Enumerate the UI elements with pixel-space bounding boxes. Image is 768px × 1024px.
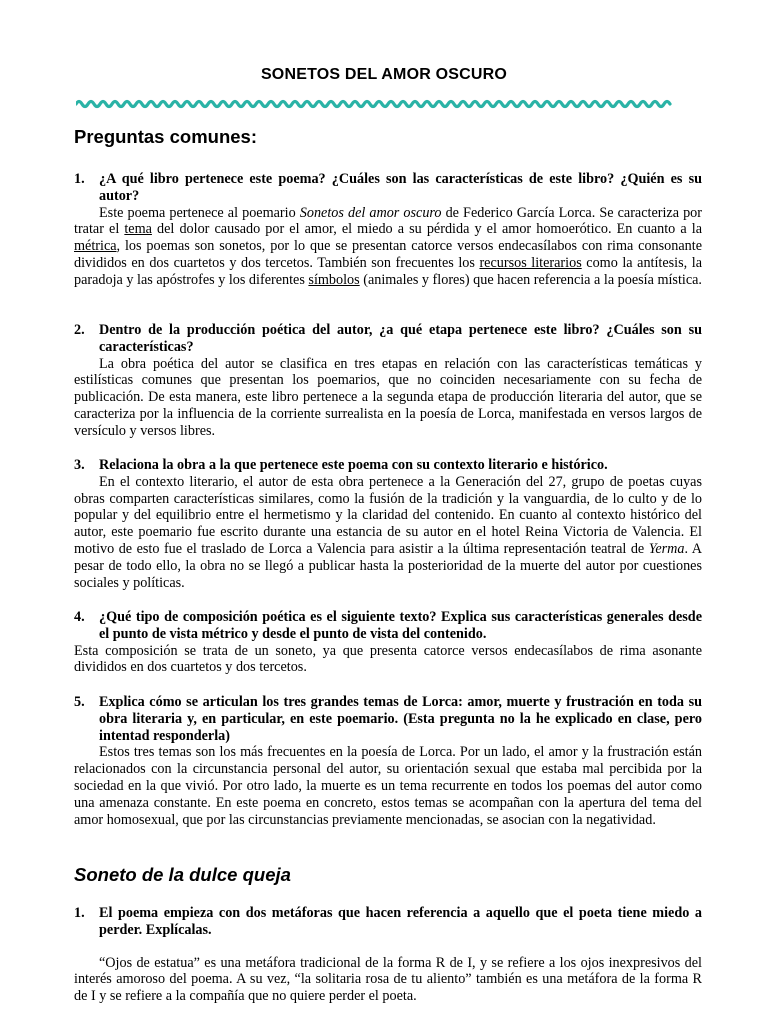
question-block-4 bbox=[74, 609, 702, 676]
answer-text: “Ojos de estatua” es una metáfora tradicional de la forma R de I, y se refiere a los ojos inexpresivos del interés amoroso del poema. A su vez, “la solitaria rosa de tu aliento” también es una metáfora de la forma R de I y se refiere a la compañía que no quiere perder el poeta. bbox=[74, 954, 702, 1005]
question-number: 1. bbox=[74, 905, 85, 921]
question-number: 1. bbox=[74, 171, 85, 187]
question-text: El poema empieza con dos metáforas que hacen referencia a aquello que el poeta tiene miedo a perder. Explícalas. bbox=[99, 905, 702, 938]
sonnet-question-block-1 bbox=[74, 905, 702, 1005]
answer-text: Esta composición se trata de un soneto, ya que presenta catorce versos endecasílabos de rima asonante divididos en dos cuartetos y dos tercetos. bbox=[74, 642, 702, 676]
underlined-term: recursos literarios bbox=[479, 254, 582, 271]
question-text: ¿Qué tipo de composición poética es el siguiente texto? Explica sus características generales desde el punto de vista métrico y desde el punto de vista del contenido. bbox=[99, 609, 702, 642]
question-block-1 bbox=[74, 171, 702, 289]
answer-text: Estos tres temas son los más frecuentes en la poesía de Lorca. Por un lado, el amor y la frustración están relacionados con la circunstancia personal del autor, su orientación sexual que estaba mal percibida por la sociedad en la que vivió. Por otro lado, la muerte es un tema recurrente en todos los poemas del autor como una amenaza constante. En este poema en concreto, estos temas se acompañan con la apertura del tema del amor homosexual, que por las circunstancias previamente mencionadas, se asocian con la negatividad. bbox=[74, 744, 702, 828]
question-block-3 bbox=[74, 457, 702, 591]
answer-text: En el contexto literario, el autor de esta obra pertenece a la Generación del 27, grupo de poetas cuyas obras comparten características similares, como la fusión de la tradición y la vanguardia, de lo culto y de lo popular y del equilibrio entre el hermetismo y la claridad del contenido. En cuanto al contexto histórico del autor, este poemario fue escrito durante una estancia de su autor en el hotel Reina Victoria de Valencia. El motivo de esto fue el traslado de Lorca a Valencia para asistir a la última representación teatral de Yerma. A pesar de todo ello, la obra no se llegó a publicar hasta la posterioridad de la muerte del autor por cuestiones sociales y políticas. bbox=[74, 473, 702, 591]
question-text: ¿A qué libro pertenece este poema? ¿Cuáles son las características de este libro? ¿Quién es su autor? bbox=[99, 171, 702, 204]
underlined-term: métrica bbox=[74, 238, 117, 255]
question-text: Explica cómo se articulan los tres grandes temas de Lorca: amor, muerte y frustración en toda su obra literaria y, en particular, en este poemario. (Esta pregunta no la he explicado en clase, pero intentad responderla) bbox=[99, 694, 702, 744]
play-title: Yerma bbox=[648, 540, 685, 557]
question-text: Dentro de la producción poética del autor, ¿a qué etapa pertenece este libro? ¿Cuáles son su características? bbox=[99, 322, 702, 355]
question-block-5 bbox=[74, 694, 702, 828]
answer-text: Este poema pertenece al poemario Sonetos del amor oscuro de Federico García Lorca. Se caracteriza por tratar el tema del dolor causado por el amor, el miedo a su pérdida y el amor homoerótico. En cuanto a la métrica, los poemas son sonetos, por lo que se presentan catorce versos endecasílabos con rima consonante divididos en dos cuartetos y dos tercetos. También son frecuentes los recursos literarios como la antítesis, la paradoja y las apóstrofes y los diferentes símbolos (animales y flores) que hacen referencia a la poesía mística. bbox=[74, 204, 702, 288]
underlined-term: tema bbox=[124, 221, 152, 238]
document-title: SONETOS DEL AMOR OSCURO bbox=[260, 66, 508, 83]
question-number: 4. bbox=[74, 609, 85, 625]
underlined-term: símbolos bbox=[308, 271, 360, 288]
question-block-2 bbox=[74, 322, 702, 440]
section-heading-preguntas: Preguntas comunes: bbox=[74, 126, 257, 147]
question-text: Relaciona la obra a la que pertenece este poema con su contexto literario e histórico. bbox=[99, 457, 608, 473]
book-title: Sonetos del amor oscuro bbox=[299, 204, 442, 221]
wavy-divider-line bbox=[76, 98, 672, 110]
question-number: 2. bbox=[74, 322, 85, 338]
section-heading-soneto: Soneto de la dulce queja bbox=[74, 864, 291, 885]
answer-text: La obra poética del autor se clasifica en tres etapas en relación con las características temáticas y estilísticas comunes que presentan los poemarios, que no coinciden necesariamente con su fecha de publicación. De esta manera, este libro pertenece a la segunda etapa de producción literaria del autor, que se caracteriza por la influencia de la corriente surrealista en la poesía de Lorca, manifestada en versos largos de versículo y versos libres. bbox=[74, 355, 702, 439]
question-number: 5. bbox=[74, 694, 85, 710]
question-number: 3. bbox=[74, 457, 85, 473]
